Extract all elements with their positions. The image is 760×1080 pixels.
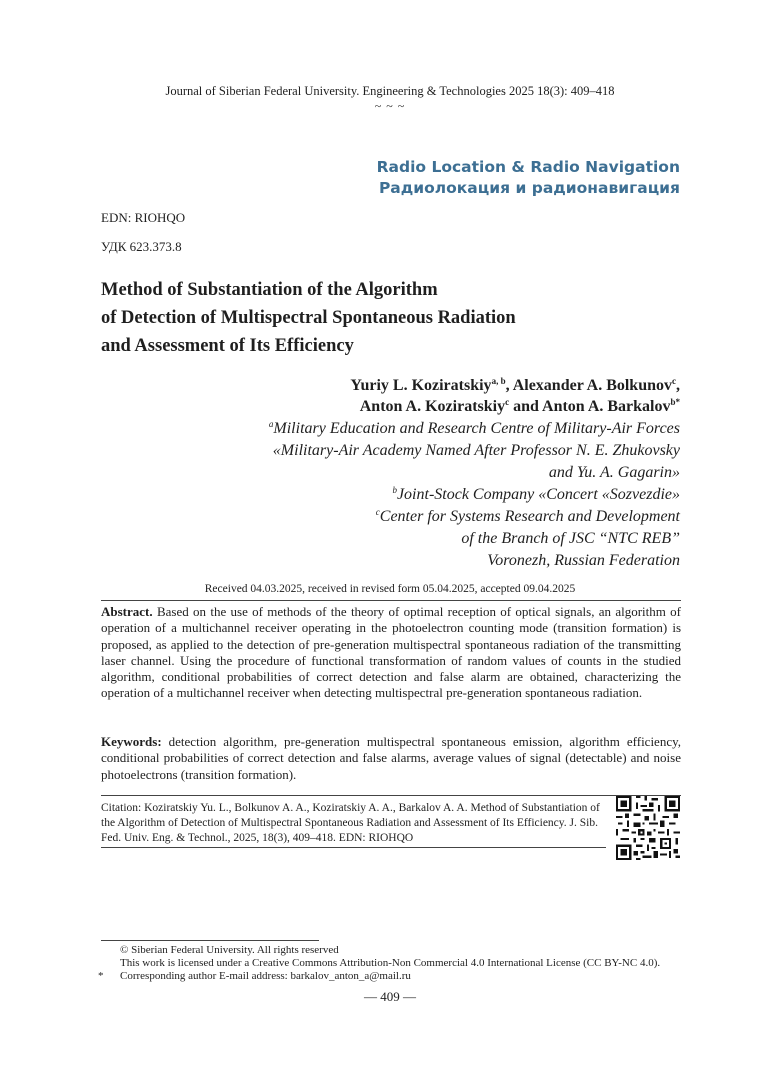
section-title-ru: Радиолокация и радионавигация [378, 179, 680, 197]
affiliation-location: Voronezh, Russian Federation [487, 552, 680, 569]
section-title-en: Radio Location & Radio Navigation [376, 158, 680, 176]
license-note: This work is licensed under a Creative Commons Attribution-Non Commercial 4.0 International License (CC BY-NC 4.0). [120, 957, 661, 969]
divider [101, 847, 606, 848]
author-name: Anton A. Barkalov [542, 398, 671, 415]
affiliation-line: and Yu. A. Gagarin» [548, 464, 680, 481]
affiliation-line: Military Education and Research Centre of Military-Air Forces [273, 420, 680, 437]
citation: Citation: Koziratskiy Yu. L., Bolkunov A. A., Koziratskiy A. A., Barkalov A. A. Method of Substantiation of the Algorithm of Detection of Multispectral Spontaneous Radiation and Assessment of Its Efficiency. J. Sib. Fed. Univ. Eng. & Technol., 2025, 18(3), 409–418. EDN: RIOHQO [101, 802, 600, 844]
journal-header: Journal of Siberian Federal University. Engineering & Technologies 2025 18(3): 409–418 [165, 84, 615, 98]
keywords [101, 734, 681, 783]
corresponding-author-note: Corresponding author E-mail address: barkalov_anton_a@mail.ru [120, 970, 411, 982]
copyright-note: © Siberian Federal University. All rights reserved [120, 944, 339, 956]
udk-code: УДК 623.373.8 [101, 239, 182, 254]
keywords-label: Keywords: [101, 734, 162, 749]
author-affiliation-mark: a, b [491, 376, 506, 386]
title-line-2: of Detection of Multispectral Spontaneous Radiation [101, 308, 516, 328]
affiliation-line: of the Branch of JSC “NTC REB” [461, 530, 680, 547]
title-line-1: Method of Substantiation of the Algorithm [101, 280, 438, 300]
affiliation-list [269, 418, 680, 572]
divider [101, 795, 681, 796]
author-name: Yuriy L. Koziratskiy [350, 377, 492, 394]
edn-code: EDN: RIOHQO [101, 210, 186, 225]
affiliation-line: Center for Systems Research and Development [379, 508, 680, 525]
abstract [101, 604, 681, 702]
abstract-label: Abstract. [101, 604, 153, 619]
affiliation-mark: b [392, 485, 397, 495]
abstract-text: Based on the use of methods of the theory of optimal reception of optical signals, an algorithm of operation of a multichannel receiver operating in the photoelectron counting mode (transition formation) is proposed, as applied to the detection of pre-generation multispectral spontaneous radiation of the transmitting laser channel. Using the procedure of functional transformation of random values of counts in the studied algorithm, conditional probabilities of correct detection and false alarm are obtained, characterizing the operation of a multichannel receiver when detecting multispectral pre-generation spontaneous radiation. [101, 604, 682, 701]
footnote-divider [101, 940, 319, 941]
divider [101, 600, 681, 601]
affiliation-mark: c [375, 507, 380, 517]
author-affiliation-mark: b* [670, 397, 680, 407]
paper-title [101, 276, 516, 360]
qr-code-icon[interactable] [616, 796, 680, 860]
affiliation-line: «Military-Air Academy Named After Professor N. E. Zhukovsky [272, 442, 680, 459]
author-name: Anton A. Koziratskiy [359, 398, 506, 415]
affiliation-line: Joint-Stock Company «Concert «Sozvezdie» [396, 486, 680, 503]
keywords-text: detection algorithm, pre-generation multispectral spontaneous emission, algorithm efficiency, conditional probabilities of correct detection and false alarms, average values of signal (detectable) and noise photoelectrons (transition formation). [101, 734, 682, 782]
affiliation-mark: a [268, 419, 274, 429]
author-list: Yuriy L. Koziratskiy$^{a, b}$, Alexander A. Bolkunov$^c$, Anton A. Koziratskiy$^c$ and Anton A. Barkalov$^{b*}$ [350, 376, 680, 415]
author-affiliation-mark: c [505, 397, 510, 407]
title-line-3: and Assessment of Its Efficiency [101, 336, 354, 356]
received-dates: Received 04.03.2025, received in revised form 05.04.2025, accepted 09.04.2025 [204, 583, 576, 595]
author-name: Alexander A. Bolkunov [512, 377, 672, 394]
footnote-star: * [98, 970, 104, 982]
author-affiliation-mark: c [672, 376, 676, 386]
header-separator: ~ ~ ~ [374, 99, 406, 113]
page-number: — 409 — [364, 989, 416, 1004]
